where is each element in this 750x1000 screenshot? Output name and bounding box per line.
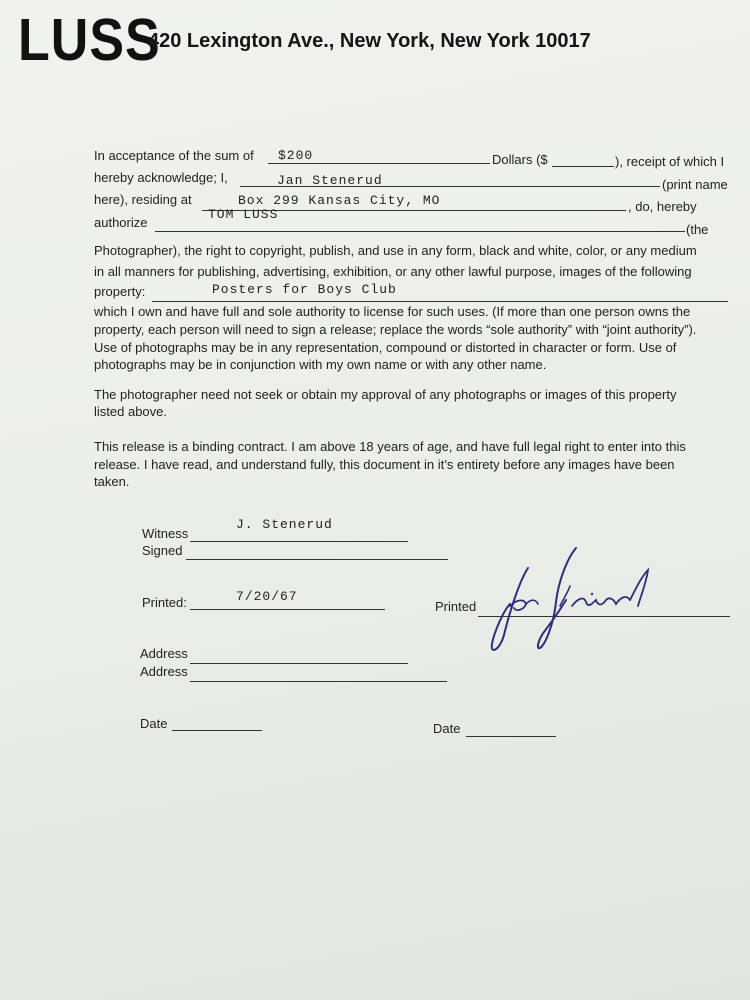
sum-value: $200 <box>278 148 314 163</box>
signed-label: Signed <box>142 543 183 558</box>
witness-label: Witness <box>142 526 189 541</box>
photographer-line <box>155 231 685 232</box>
text-understand: release. I have read, and understand fully, this document in it’s entirety before any images have been <box>94 457 675 472</box>
text-manners: in all manners for publishing, advertising, exhibition, or any other lawful purpose, images of the following <box>94 264 692 279</box>
text-approval: The photographer need not seek or obtain my approval of any photographs or images of this property <box>94 387 677 402</box>
text-the: (the <box>686 222 709 237</box>
signed-line <box>186 559 448 560</box>
witness-line <box>190 541 408 542</box>
address2-line <box>190 681 447 682</box>
date-left-line <box>172 730 262 731</box>
handwritten-signature <box>480 540 660 660</box>
luss-logo: LUSS <box>18 7 161 74</box>
photographer-value: TOM LUSS <box>208 207 279 222</box>
text-dollars: Dollars ($ <box>492 152 548 167</box>
text-property-label: property: <box>94 284 146 299</box>
text-residing: here), residing at <box>94 192 192 207</box>
text-binding: This release is a binding contract. I am above 18 years of age, and have full legal right to enter into this <box>94 439 686 454</box>
residence-value: Box 299 Kansas City, MO <box>238 193 441 208</box>
text-copyright: Photographer), the right to copyright, publish, and use in any form, black and white, color, or any medium <box>94 243 697 258</box>
text-print-name: (print name <box>662 177 728 192</box>
property-line <box>152 301 728 302</box>
printed-date-value: 7/20/67 <box>236 589 298 604</box>
studio-address: 420 Lexington Ave., New York, New York 10017 <box>148 30 591 52</box>
sum-line <box>268 163 490 164</box>
property-value: Posters for Boys Club <box>212 282 397 297</box>
text-conjunction: photographs may be in conjunction with my own name or with any other name. <box>94 357 547 372</box>
date-left-label: Date <box>140 716 168 731</box>
text-joint-authority: property, each person will need to sign a release; replace the words “sole authority” with “joint authority”). <box>94 322 697 337</box>
text-authorize: authorize <box>94 215 148 230</box>
text-listed-above: listed above. <box>94 404 167 419</box>
dollars-amount-line <box>552 166 614 167</box>
text-receipt: ), receipt of which I <box>615 154 725 169</box>
date-right-line <box>466 736 556 737</box>
date-right-label: Date <box>433 721 461 736</box>
name-value: Jan Stenerud <box>277 173 383 188</box>
text-sole-authority: which I own and have full and sole authority to license for such uses. (If more than one person owns the <box>94 304 691 319</box>
printed-right-label: Printed <box>435 599 477 614</box>
printed-left-line <box>190 609 385 610</box>
text-taken: taken. <box>94 474 130 489</box>
address1-line <box>190 663 408 664</box>
text-representation: Use of photographs may be in any representation, compound or distorted in character or form. Use of <box>94 340 677 355</box>
address2-label: Address <box>140 664 188 679</box>
text-acknowledge: hereby acknowledge; I, <box>94 170 228 185</box>
witness-value: J. Stenerud <box>236 517 333 532</box>
printed-left-label: Printed: <box>142 595 187 610</box>
text-do-hereby: , do, hereby <box>628 199 697 214</box>
address1-label: Address <box>140 646 188 661</box>
text-sum-intro: In acceptance of the sum of <box>94 148 254 163</box>
